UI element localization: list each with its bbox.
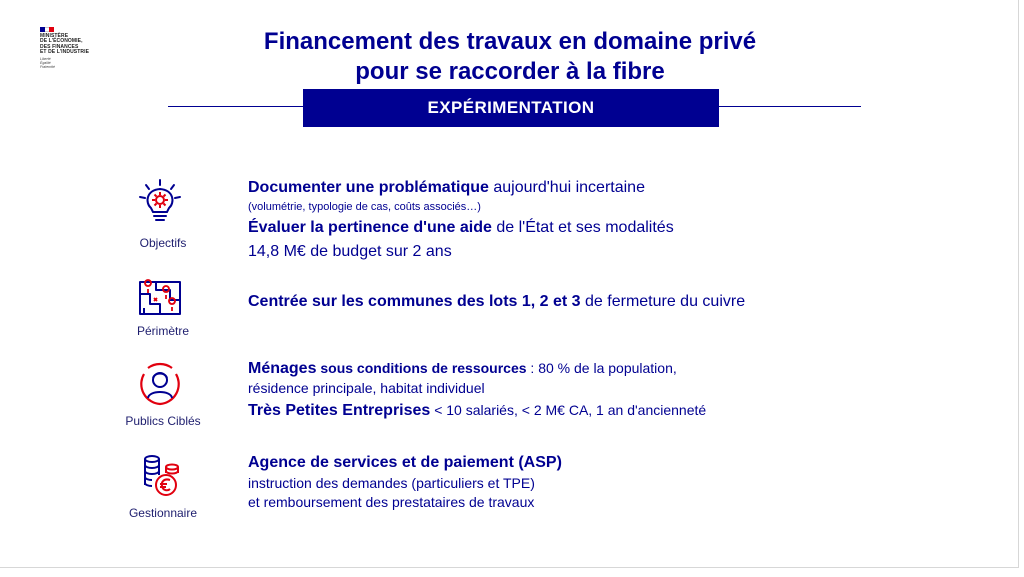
perimetre-bold-1: Centrée sur les communes des lots 1, 2 et 3	[248, 293, 581, 310]
coins-euro-icon	[136, 451, 184, 499]
publics-rest-1: : 80 % de la population,	[526, 360, 677, 376]
logo-line-1: MINISTÈRE	[40, 33, 69, 39]
motto-egalite: Égalité	[40, 61, 51, 66]
objectifs-line-4: 14,8 M€ de budget sur 2 ans	[248, 243, 452, 260]
page-title	[150, 27, 870, 87]
experimentation-banner: EXPÉRIMENTATION	[303, 89, 719, 127]
objectifs-line-3	[248, 217, 674, 238]
person-target-icon	[136, 360, 184, 408]
publics-bold-3: Très Petites Entreprises	[248, 402, 431, 419]
gestionnaire-line-2: instruction des demandes (particuliers et TPE)	[248, 475, 535, 491]
perimetre-rest-1: de fermeture du cuivre	[580, 293, 746, 310]
publics-rest-3: < 10 salariés, < 2 M€ CA, 1 an d'ancienneté	[430, 402, 707, 418]
logo-motto	[40, 57, 110, 69]
label-publics-cibles: Publics Ciblés	[125, 414, 201, 428]
lightbulb-gear-icon	[136, 178, 184, 226]
logo-line-3: DES FINANCES	[40, 43, 79, 50]
divider-left	[168, 106, 303, 107]
flag-icon	[40, 27, 54, 32]
publics-bold-small-1: sous conditions de ressources	[316, 360, 527, 376]
objectifs-line-2: (volumétrie, typologie de cas, coûts associés…)	[248, 201, 481, 213]
gestionnaire-line-1	[248, 452, 562, 473]
publics-line-2: résidence principale, habitat individuel	[248, 380, 485, 396]
publics-line-1	[248, 358, 677, 379]
objectifs-bold-1: Documenter une problématique	[248, 179, 489, 196]
label-objectifs: Objectifs	[139, 236, 187, 250]
gestionnaire-line-3: et remboursement des prestataires de travaux	[248, 494, 535, 510]
divider-right	[719, 106, 861, 107]
motto-fraternite: Fraternité	[40, 65, 55, 70]
publics-line-3	[248, 400, 706, 421]
logo-line-2: DE L'ÉCONOMIE,	[40, 38, 83, 45]
publics-bold-1: Ménages	[248, 360, 317, 377]
title-line-1: Financement des travaux en domaine privé	[263, 28, 757, 55]
map-pins-icon	[136, 274, 184, 322]
perimetre-line-1	[248, 291, 745, 312]
logo-line-4: ET DE L'INDUSTRIE	[40, 48, 90, 55]
motto-liberte: Liberté	[40, 57, 51, 62]
objectifs-line-1	[248, 177, 645, 198]
objectifs-bold-3: Évaluer la pertinence d'une aide	[248, 219, 492, 236]
objectifs-rest-3: de l'État et ses modalités	[491, 219, 674, 236]
label-gestionnaire: Gestionnaire	[128, 506, 198, 520]
ministry-logo	[40, 27, 110, 69]
objectifs-rest-1: aujourd'hui incertaine	[488, 179, 645, 196]
title-line-2: pour se raccorder à la fibre	[355, 58, 665, 85]
label-perimetre: Périmètre	[136, 324, 189, 338]
gestionnaire-bold-1: Agence de services et de paiement (ASP)	[248, 454, 562, 471]
